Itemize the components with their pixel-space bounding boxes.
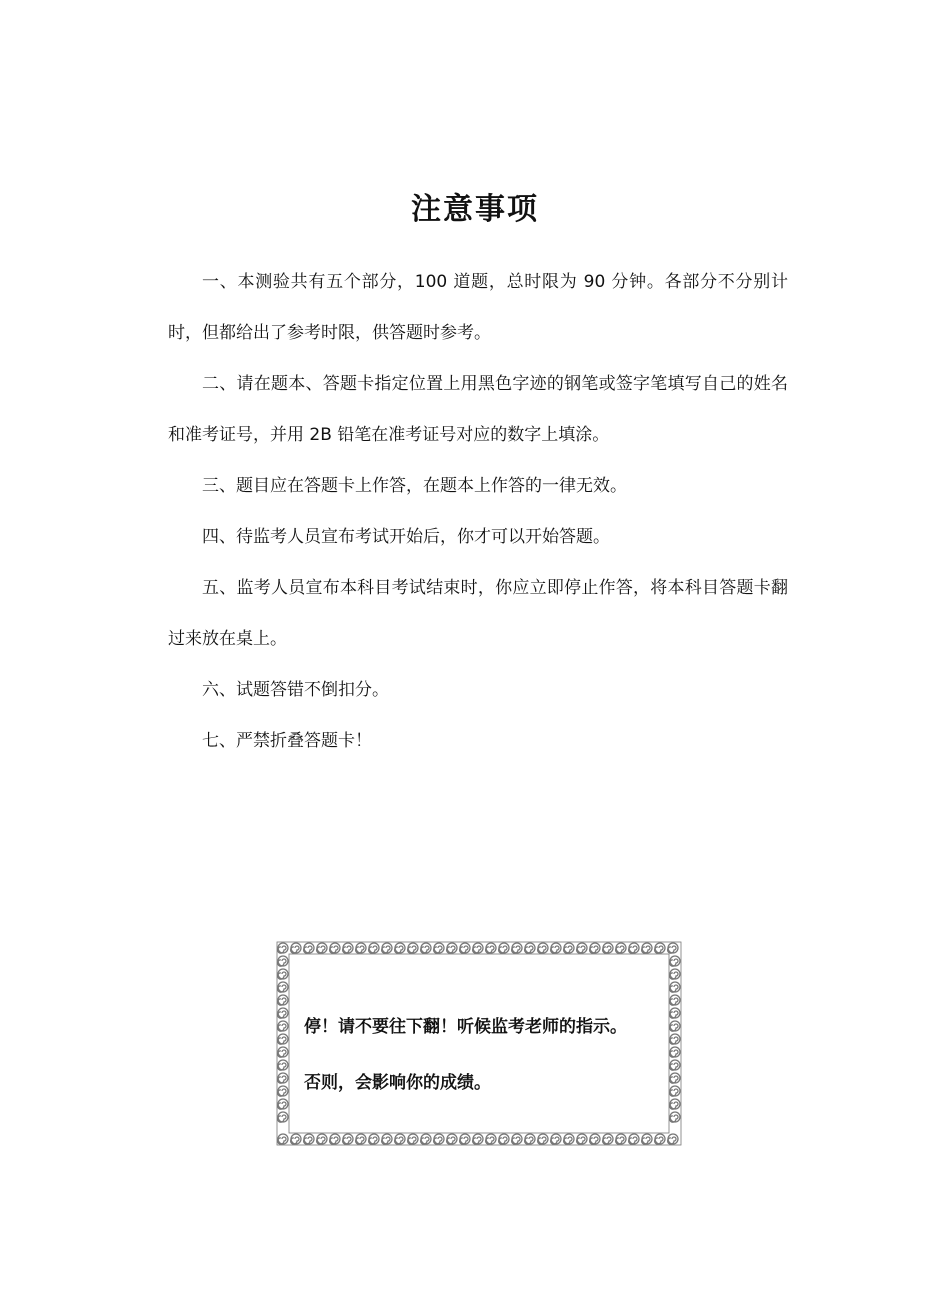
- page-title: 注意事项: [411, 192, 539, 227]
- warning-line-1: 停！请不要往下翻！听候监考老师的指示。: [304, 1017, 627, 1037]
- instruction-item-2: 二、请在题本、答题卡指定位置上用黑色字迹的钢笔或签字笔填写自己的姓名和准考证号，并用 2B 铅笔在准考证号对应的数字上填涂。: [168, 374, 788, 445]
- instruction-item-1: 一、本测验共有五个部分，100 道题，总时限为 90 分钟。各部分不分别计时，但都给出了参考时限，供答题时参考。: [168, 272, 788, 343]
- instruction-item-4: 四、待监考人员宣布考试开始后，你才可以开始答题。: [202, 527, 610, 547]
- instruction-item-5: 五、监考人员宣布本科目考试结束时，你应立即停止作答，将本科目答题卡翻过来放在桌上。: [168, 578, 788, 649]
- warning-message: [304, 999, 674, 1111]
- instruction-item-3: 三、题目应在答题卡上作答，在题本上作答的一律无效。: [202, 476, 627, 496]
- instruction-item-7: 七、严禁折叠答题卡！: [202, 731, 372, 751]
- warning-line-2: 否则，会影响你的成绩。: [304, 1073, 491, 1093]
- instructions-list: [168, 257, 788, 767]
- warning-box: [276, 941, 682, 1146]
- instruction-item-6: 六、试题答错不倒扣分。: [202, 680, 389, 700]
